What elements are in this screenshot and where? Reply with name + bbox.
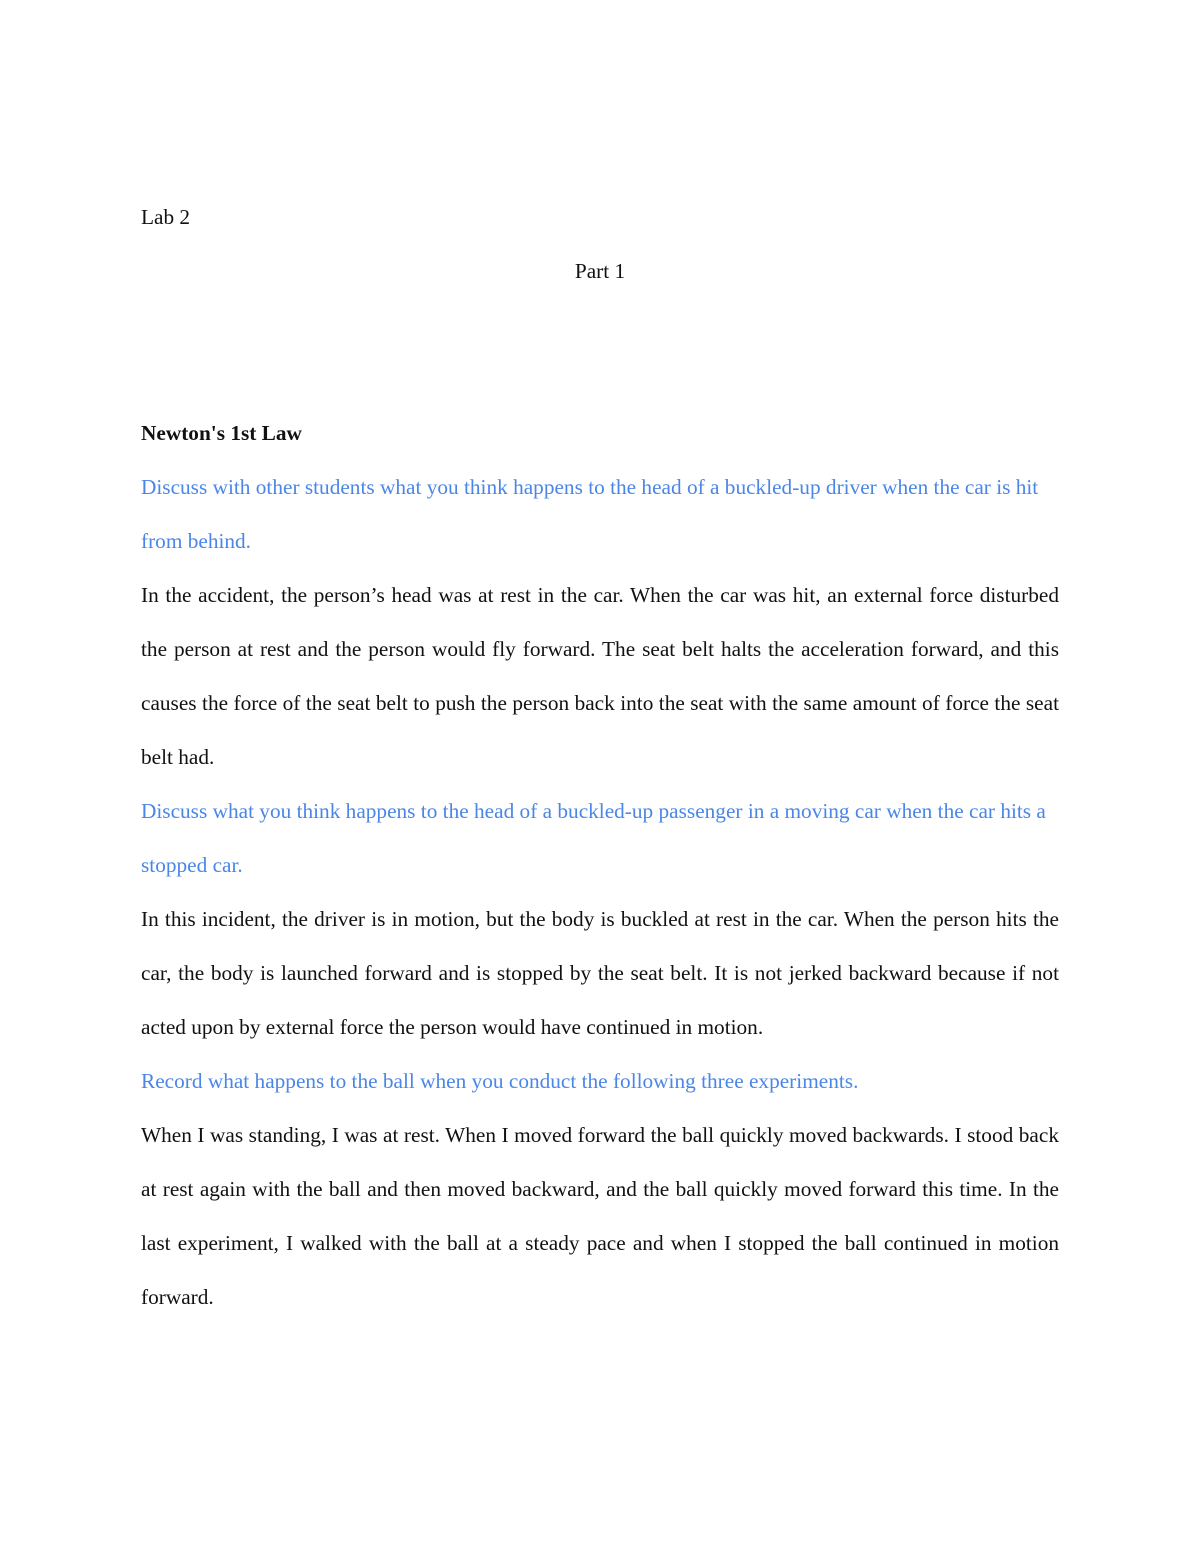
part-title: Part 1 xyxy=(574,259,626,283)
answer-1: In the accident, the person’s head was at rest in the car. When the car was hit, an external force disturbed the person at rest and the person would fly forward. The seat belt halts the acceleration forward, and this causes the force of the seat belt to push the person back into the seat with the same amount of force the seat belt had. xyxy=(141,583,1059,769)
document-body xyxy=(141,190,1059,1324)
answer-2: In this incident, the driver is in motion, but the body is buckled at rest in the car. When the person hits the car, the body is launched forward and is stopped by the seat belt. It is not jerked backward because if not acted upon by external force the person would have continued in motion. xyxy=(141,907,1059,1039)
answer-3: When I was standing, I was at rest. When I moved forward the ball quickly moved backwards. I stood back at rest again with the ball and then moved backward, and the ball quickly moved forward this time. In the last experiment, I walked with the ball at a steady pace and when I stopped the ball continued in motion forward. xyxy=(141,1123,1059,1309)
section-spacer xyxy=(141,298,1059,406)
question-3: Record what happens to the ball when you conduct the following three experiments. xyxy=(141,1069,859,1093)
question-1: Discuss with other students what you think happens to the head of a buckled-up driver when the car is hit from behind. xyxy=(141,475,1039,553)
question-2: Discuss what you think happens to the head of a buckled-up passenger in a moving car when the car hits a stopped car. xyxy=(141,799,1046,877)
section-heading: Newton's 1st Law xyxy=(141,421,302,445)
document-title: Lab 2 xyxy=(141,205,191,229)
